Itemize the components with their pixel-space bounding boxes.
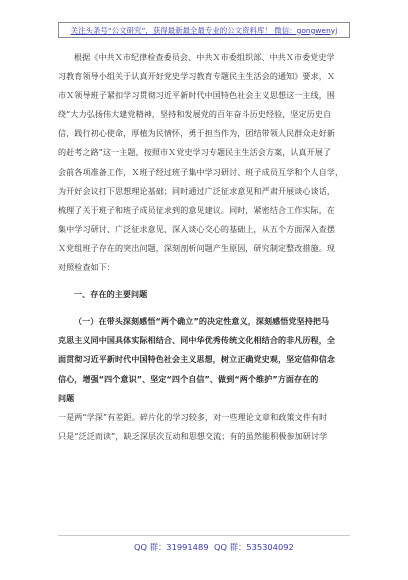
- spacer: [58, 304, 350, 312]
- text-line: （一）在带头深刻感悟“两个确立”的决定性意义，深刻感悟党坚持把马: [74, 317, 330, 327]
- text-line: Ｘ党组班子存在的突出问题，深刻剖析问题产生原因，研究制定整改措施。现: [58, 243, 335, 253]
- text-line: 只是“泛泛而读”，缺乏深层次互动和思想交流；有的虽然能积极参加研讨学: [58, 431, 328, 441]
- text-line: 问题: [58, 393, 75, 403]
- closing-paragraph: [58, 408, 350, 446]
- text-line: 面贯彻习近平新时代中国特色社会主义思想，树立正确党史观，坚定信仰信念: [58, 355, 335, 365]
- text-line: 信心，增强“四个意识”、坚定“四个自信”、做到“两个维护”方面存在的: [58, 374, 319, 384]
- text-line: 会前各项准备工作，Ｘ班子经过班子集中学习研讨、班子成员互学和个人自学，: [58, 167, 344, 177]
- subsection-heading: [58, 312, 350, 407]
- text-line: 集中学习研讨、广泛征求意见、深入谈心交心的基础上，从五个方面深入查摆: [58, 224, 335, 234]
- text-line: 的赶考之路”这一主题，按照市Ｘ党史学习专题民主生活会方案，认真开展了: [58, 148, 332, 158]
- text-line: 克思主义同中国具体实际相结合、同中华优秀传统文化相结合的非凡历程，全: [58, 336, 335, 346]
- text-line: 对照检查如下：: [58, 263, 116, 273]
- footer-divider: [58, 535, 350, 536]
- text-line: 信，践行初心使命，厚植为民情怀，勇于担当作为，团结带领人民群众走好新: [58, 129, 335, 139]
- text-line: 为开好会议打下思想理论基础；同时通过广泛征求意见和严肃开展谈心谈话，: [58, 186, 335, 196]
- text-line: 根据《中共Ｘ市纪律检查委员会、中共Ｘ市委组织部、中共Ｘ市委党史学: [74, 53, 335, 62]
- document-body: [58, 48, 350, 446]
- footer-qq-group-right: QQ 群：535304092: [214, 542, 294, 552]
- page-footer: [0, 535, 408, 555]
- header-banner-text[interactable]: 关注头条号“公文研究”，获得最新最全最专业的公文资料库！ 微信：gongwenyj: [70, 25, 338, 35]
- intro-paragraph: [58, 48, 350, 277]
- text-line: 梳理了关于班子和班子成员征求到的意见建议。同时，紧密结合工作实际，在: [58, 205, 335, 215]
- spacer: [58, 277, 350, 285]
- text-line: 一是两“学深”有差距。碎片化的学习较多，对一些理论文章和政策文件有时: [58, 412, 328, 422]
- text-line: 习教育领导小组关于认真开好党史学习教育专题民主生活会的通知》要求，Ｘ: [58, 72, 335, 82]
- text-line: 市Ｘ领导班子紧扣学习贯彻习近平新时代中国特色社会主义思想这一主线，围: [58, 91, 335, 101]
- footer-qq-group-left: QQ 群：31991489: [134, 542, 209, 552]
- text-line: 绕“大力弘扬伟大建党精神，坚持和发展党的百年奋斗历史经验，坚定历史自: [58, 110, 332, 120]
- header-banner: [58, 22, 350, 38]
- section-title: 一、存在的主要问题: [74, 290, 148, 300]
